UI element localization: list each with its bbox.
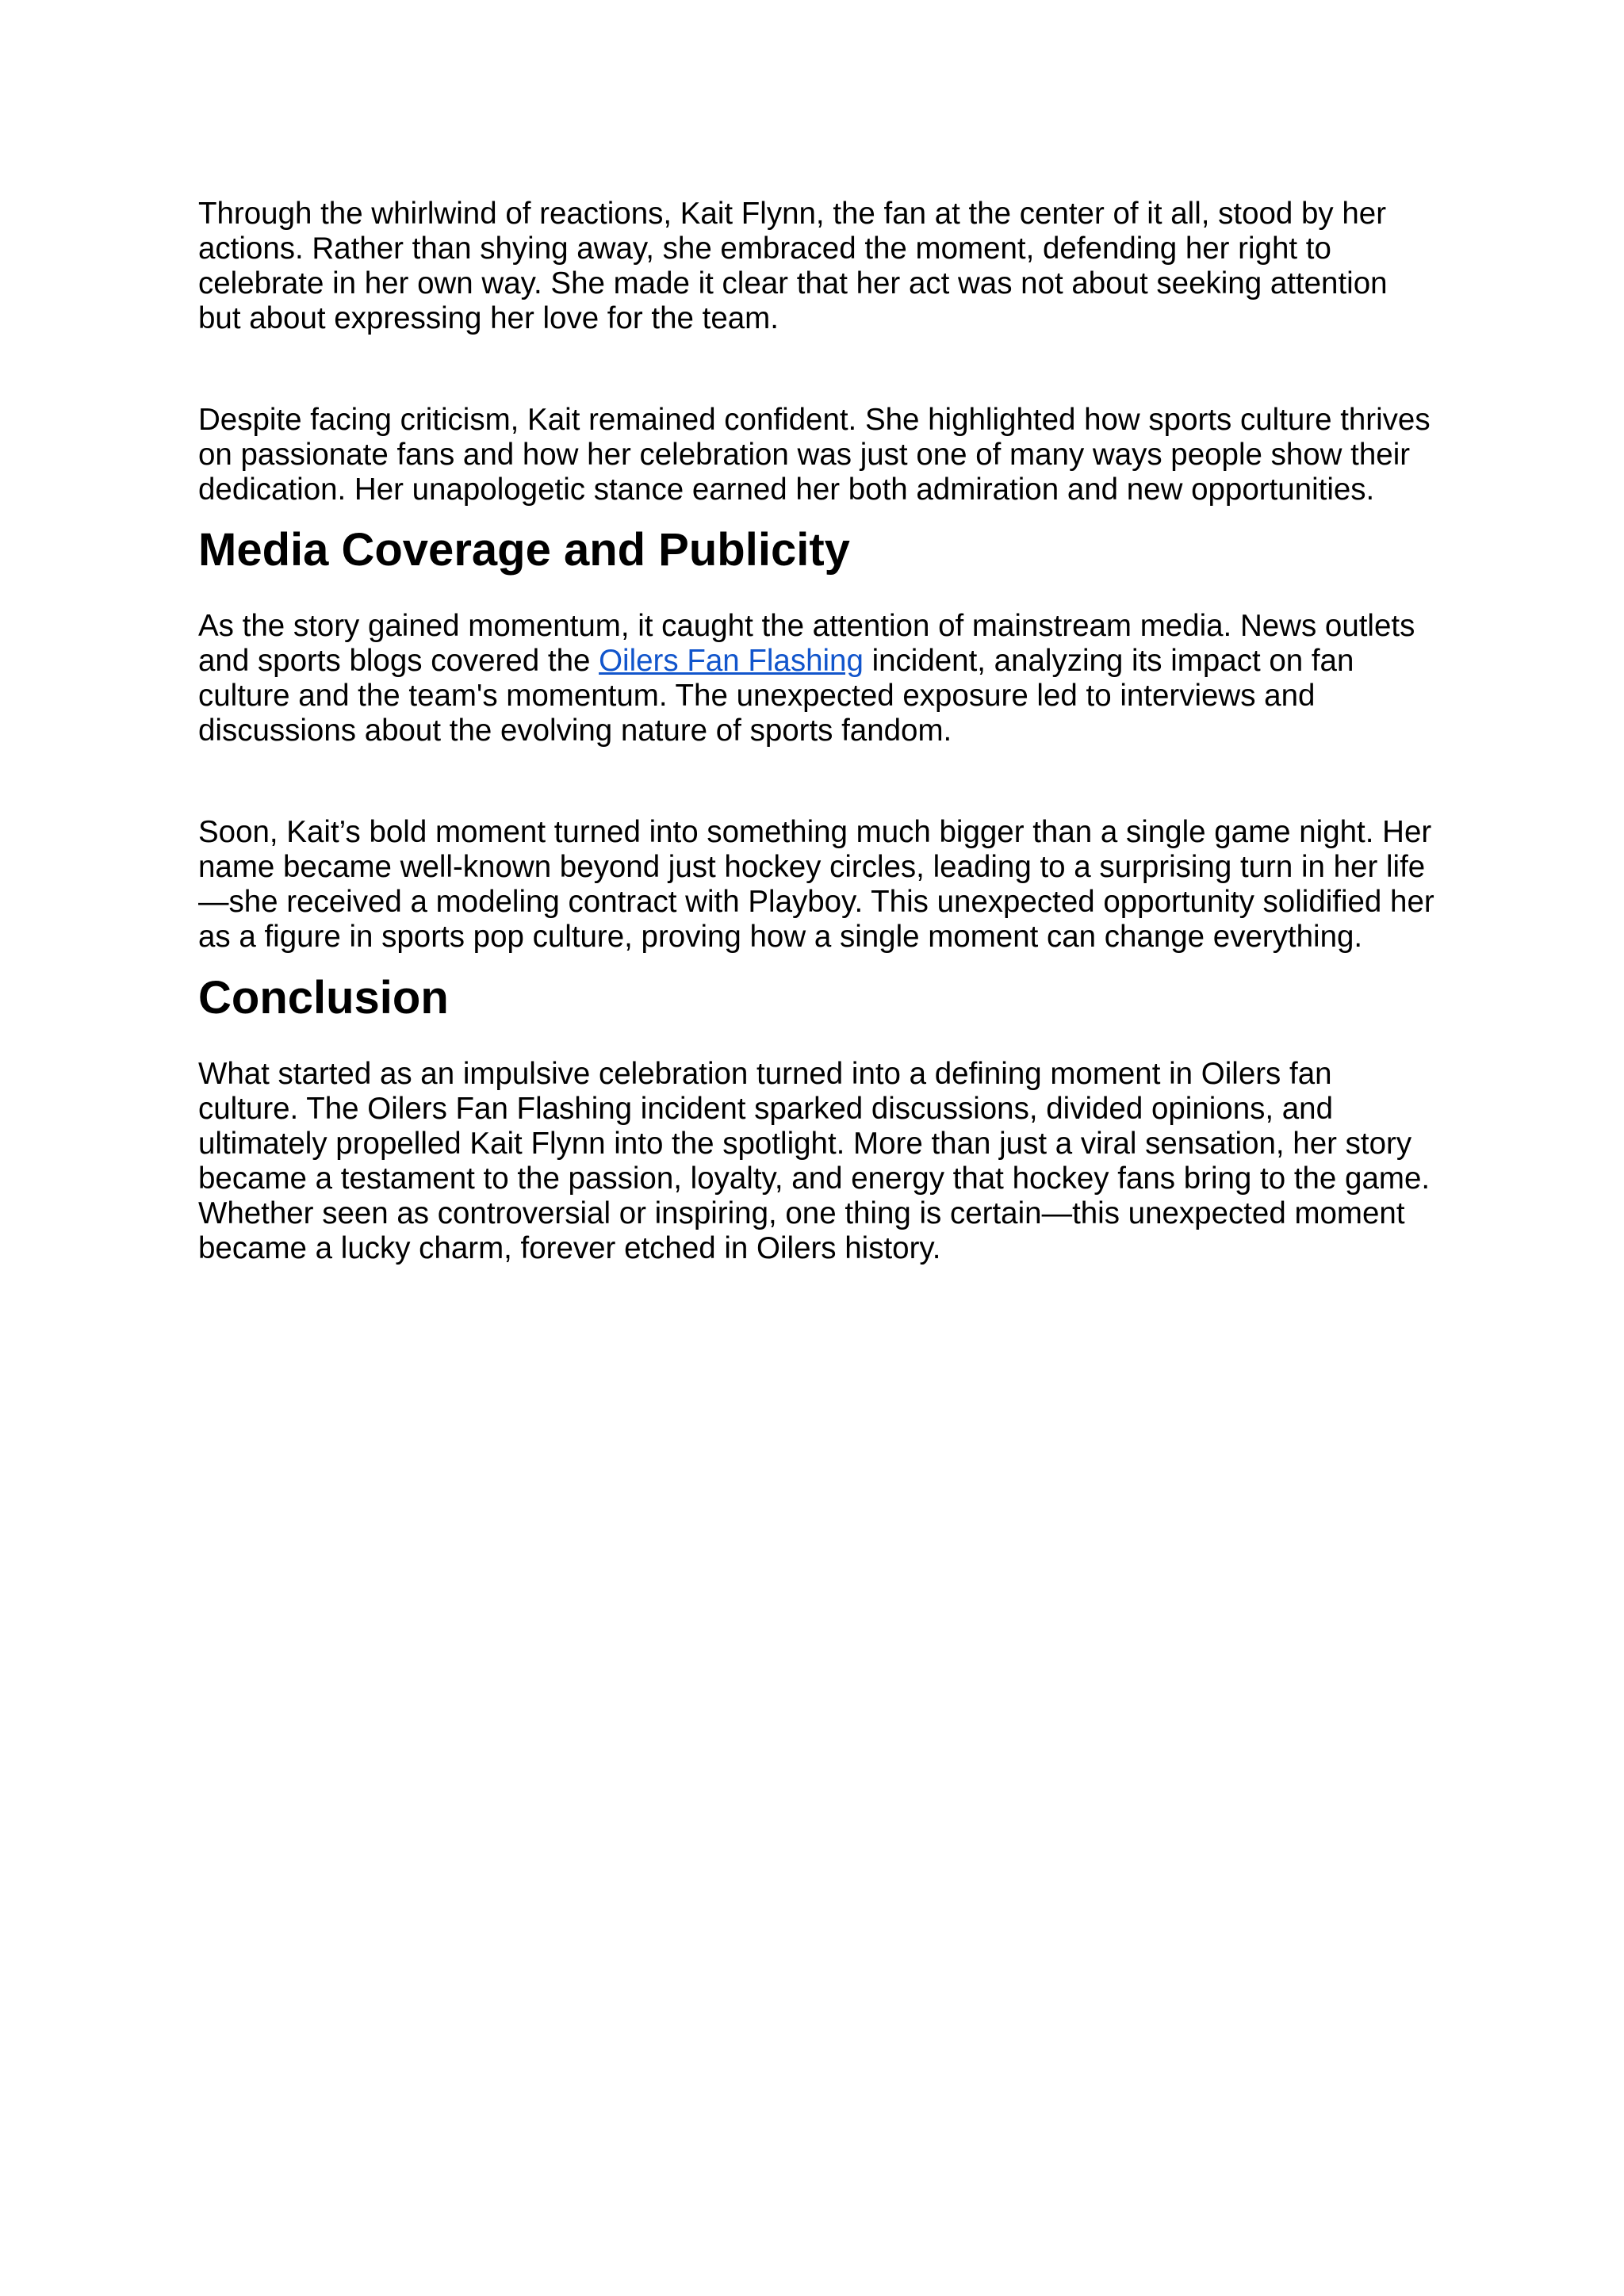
paragraph-media-text-after: incident, analyzing its impact on fan culture and the team's momentum. The unexpected exposure led to interviews and discussions about the evolving nature of sports fandom. [198,644,1354,748]
heading-media-coverage: Media Coverage and Publicity [198,524,850,576]
oilers-fan-flashing-link[interactable]: Oilers Fan Flashing [599,644,864,678]
paragraph-conclusion: What started as an impulsive celebration turned into a defining moment in Oilers fan culture. The Oilers Fan Flashing incident sparked discussions, divided opinions, and ultimately propelled Kait Flynn into the spotlight. More than just a viral sensation, her story became a testament to the passion, loyalty, and energy that hockey fans bring to the game. Whether seen as controversial or inspiring, one thing is certain—this unexpected moment became a lucky charm, forever etched in Oilers history. [198,1057,1431,1265]
paragraph-media [198,609,1435,748]
heading-conclusion: Conclusion [198,972,449,1024]
paragraph-confidence: Despite facing criticism, Kait remained confident. She highlighted how sports culture thrives on passionate fans and how her celebration was just one of many ways people show their dedication. Her unapologetic stance earned her both admiration and new opportunities. [198,403,1431,507]
paragraph-kait-response: Through the whirlwind of reactions, Kait Flynn, the fan at the center of it all, stood by her actions. Rather than shying away, she embraced the moment, defending her right to celebrate in her own way. She made it clear that her act was not about seeking attention but about expressing her love for the team. [198,197,1388,335]
paragraph-media-text-before: As the story gained momentum, it caught the attention of mainstream media. News outlets and sports blogs covered the [198,609,1415,678]
paragraph-playboy: Soon, Kait’s bold moment turned into something much bigger than a single game night. Her name became well-known beyond just hockey circles, leading to a surprising turn in her life—she received a modeling contract with Playboy. This unexpected opportunity solidified her as a figure in sports pop culture, proving how a single moment can change everything. [198,815,1434,954]
